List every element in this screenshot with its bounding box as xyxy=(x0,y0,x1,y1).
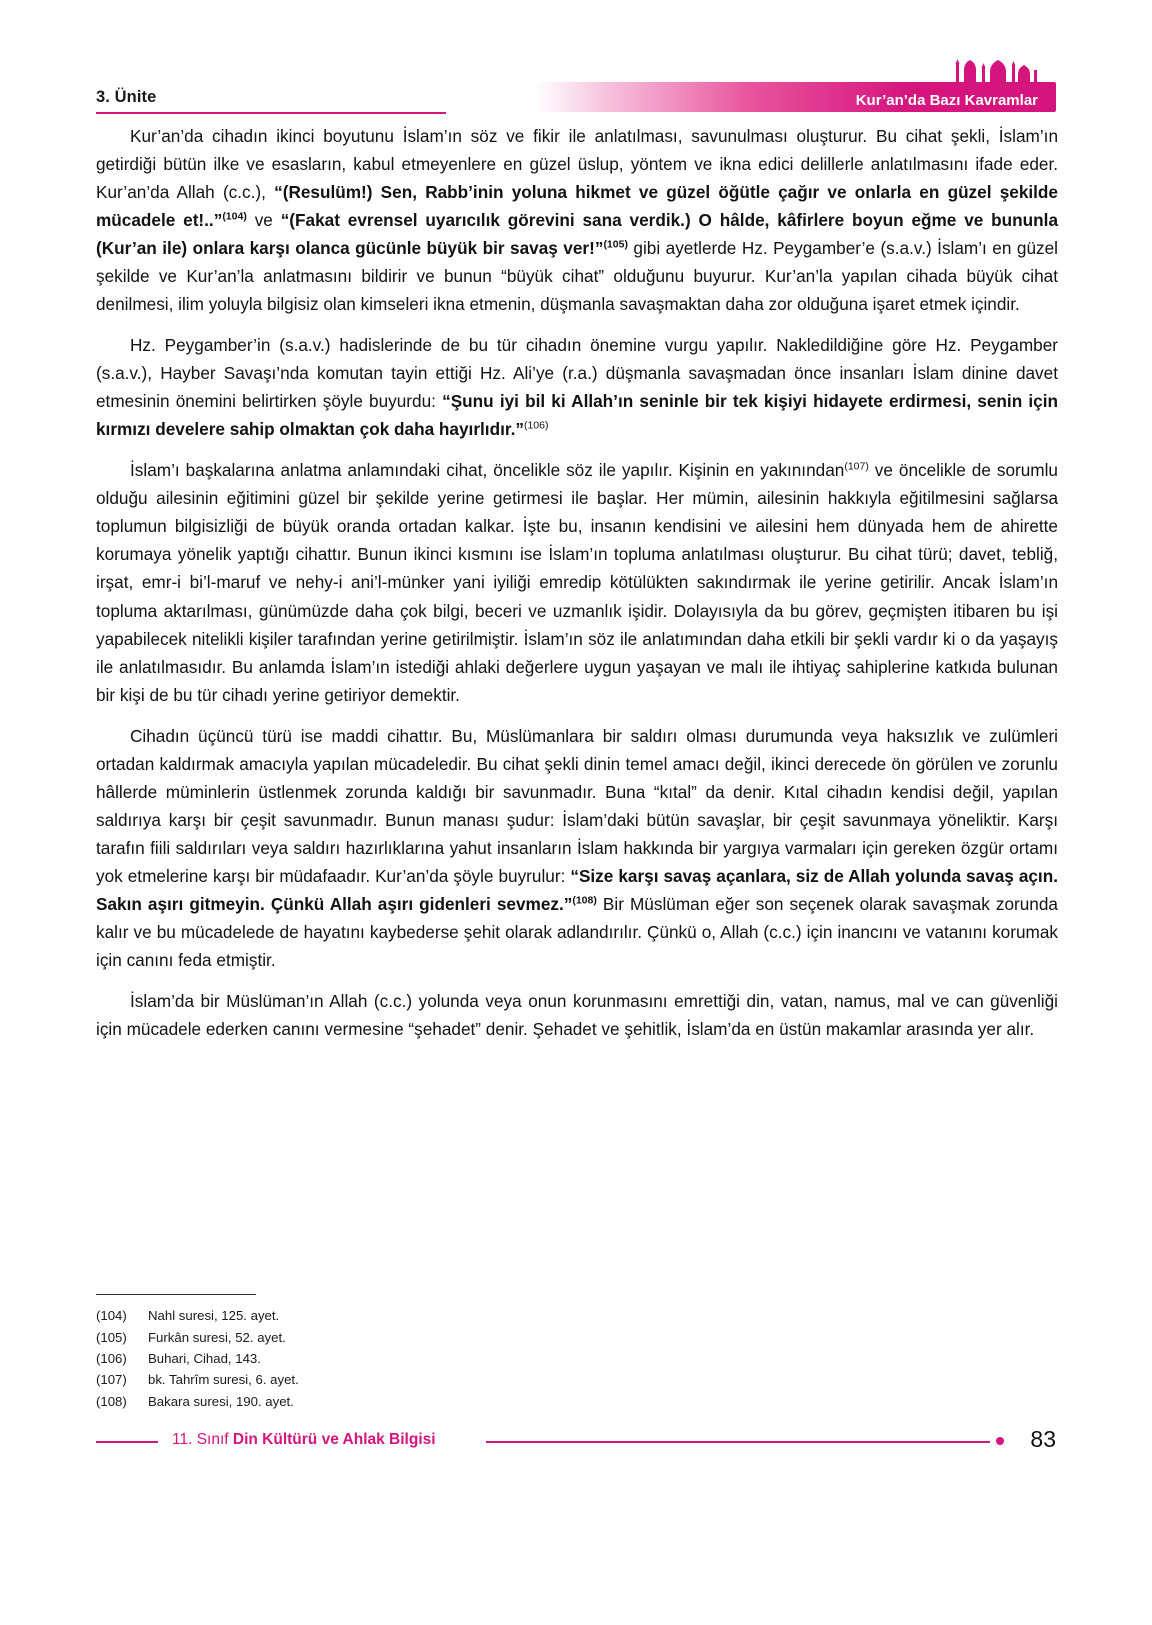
p2-text-1: Hz. Peygamber’in (s.a.v.) hadislerinde de bu tür cihadın önemine vurgu yapılır. Nakledildiğine göre Hz. Peygamber (s.a.v.), Hayber Savaşı’nda komutan tayin ettiği Hz. Ali’ye (r.a.) düşmanla savaşmadan önce insanları İslam dinine davet etmesinin önemini belirtirken şöyle buyurdu: xyxy=(96,335,1058,412)
footer-dot xyxy=(996,1437,1004,1445)
header-divider xyxy=(96,112,446,114)
chapter-banner xyxy=(536,82,1056,112)
footer-course-label xyxy=(172,1431,436,1449)
p4-text-2: Bir Müslüman eğer son seçenek olarak savaşmak zorunda kalır ve bu mücadelede de hayatını kaybederse şehit olarak adlandırılır. Çünkü o, Allah (c.c.) için inancını ve vatanını korumak için canını feda etmiştir. xyxy=(96,893,1058,970)
footnote-number: (107) xyxy=(96,1372,127,1388)
footer-grade: 11. Sınıf xyxy=(172,1431,233,1448)
footnote-text: Nahl suresi, 125. ayet. xyxy=(148,1308,280,1324)
footnote-text: Buhari, Cihad, 143. xyxy=(148,1351,261,1367)
paragraph-4 xyxy=(96,722,1058,974)
p4-text-1: Cihadın üçüncü türü ise maddi cihattır. Bu, Müslümanlara bir saldırı olması durumunda veya haksızlık ve zulümleri ortadan kaldırmak amacıyla yapılan mücadeledir. Bu cihat şekli dinin temel amacı değil, ikinci derecede ön görülen ve zorunlu hâllerde müminlerin üstlenmek zorunda kaldığı bir savunmadır. Buna “kıtal” da denir. Kıtal cihadın kendisi değil, yapılan saldırıya karşı bir çeşit savunmadır. Bunun manası şudur: İslam’daki bütün savaşlar, bir çeşit savunmaya yöneliktir. Karşı tarafın fiili saldırıları veya saldırı hazırlıklarına yahut insanların İslam hakkında bir yargıya varmaları için gereken özgür ortamı yok etmelerine karşı bir müdafaadır. Kur’an’da şöyle buyrulur: xyxy=(96,725,1058,886)
footer-rule-left xyxy=(96,1441,158,1443)
p1-quote-1: “(Resulüm!) Sen, Rabb’inin yoluna hikmet ve güzel öğütle çağır ve onlarla en güzel şekilde mücadele et!..” xyxy=(96,182,1058,231)
p1-text-3: gibi ayetlerde Hz. Peygamber’e (s.a.v.) İslam’ı en güzel şekilde ve Kur’an’la anlatmasını bildirir ve bunun “büyük cihat” olduğunu buyurur. Kur’an’la yapılan cihada büyük cihat denilmesi, ilim yoluyla bilgisiz olan kimseleri ikna etmenin, düşmanla savaşmaktan daha zor olduğuna işaret etmek içindir. xyxy=(96,238,1058,315)
page-content xyxy=(96,122,1058,1056)
footnote-item xyxy=(96,1369,716,1390)
p1-text-2: ve xyxy=(246,210,281,231)
p3-text-1: İslam’ı başkalarına anlatma anlamındaki cihat, öncelikle söz ile yapılır. Kişinin en yakınından xyxy=(130,460,845,481)
footnote-item xyxy=(96,1305,716,1326)
footnote-item xyxy=(96,1391,716,1412)
footer-course: Din Kültürü ve Ahlak Bilgisi xyxy=(232,1431,436,1448)
paragraph-2 xyxy=(96,331,1058,443)
p2-quote-1: “Şunu iyi bil ki Allah’ın seninle bir tek kişiyi hidayete erdirmesi, senin için kırmızı develere sahip olmaktan çok daha hayırlıdır.” xyxy=(96,391,1058,440)
p5-text-1: İslam’da bir Müslüman’ın Allah (c.c.) yolunda veya onun korunmasını emrettiği din, vatan, namus, mal ve can güvenliği için mücadele ederken canını vermesine “şehadet” denir. Şehadet ve şehitlik, İslam’da en üstün makamlar arasında yer alır. xyxy=(96,990,1058,1039)
page-number: 83 xyxy=(1030,1426,1056,1452)
paragraph-1 xyxy=(96,122,1058,318)
footnote-item xyxy=(96,1327,716,1348)
p4-footnote-ref-108: (108) xyxy=(572,894,597,907)
p2-footnote-ref-106: (106) xyxy=(523,419,549,432)
footnotes-section xyxy=(96,1294,716,1412)
footnote-divider xyxy=(96,1294,256,1295)
page-footer xyxy=(96,1428,1056,1458)
footnote-item xyxy=(96,1348,716,1369)
p1-quote-2: “(Fakat evrensel uyarıcılık görevini sana verdik.) O hâlde, kâfirlere boyun eğme ve bununla (Kur’an ile) onlara karşı olanca gücünle büyük bir savaş ver!” xyxy=(96,210,1059,259)
p1-footnote-ref-104: (104) xyxy=(222,210,247,223)
footnote-number: (106) xyxy=(96,1351,127,1367)
p3-footnote-ref-107: (107) xyxy=(844,460,869,473)
p4-quote-1: “Size karşı savaş açanlara, siz de Allah yolunda savaş açın. Sakın aşırı gitmeyin. Çünkü Allah aşırı gidenleri sevmez.” xyxy=(96,865,1058,914)
footnote-number: (108) xyxy=(96,1393,127,1409)
p3-text-2: ve öncelikle de sorumlu olduğu ailesinin eğitimini güzel bir şekilde yerine getirmesi ile başlar. Her mümin, ailesinin hakkıyla eğitilmesini sağlarsa toplumun bilgisizliği de büyük oranda ortadan kalkar. İşte bu, insanın kendisini ve ailesini hem dünyada hem de ahirette korumaya yönelik yaptığı cihattır. Bunun ikinci kısmını ise İslam’ın topluma anlatılması oluşturur. Bu cihat türü; davet, tebliğ, irşat, emr-i bi’l-maruf ve nehy-i ani’l-münker yani iyiliği emredip kötülükten sakındırmak ile yerine getirilir. Ancak İslam’ın topluma aktarılması, günümüzde daha çok bilgi, beceri ve uzmanlık işidir. Dolayısıyla da bu görev, geçmişten itibaren bu işi yapabilecek nitelikli kişiler tarafından yerine getirilmiştir. İslam’ın söz ile anlatımından daha etkili bir şekli vardır ki o da yaşayış ile anlatılmasıdır. Bu anlamda İslam’ın istediği ahlaki değerlere uygun yaşayan ve malı ile ihtiyaç sahiplerine katkıda bulunan bir kişi de bu tür cihadı yerine getiriyor demektir. xyxy=(96,460,1058,705)
unit-label: 3. Ünite xyxy=(96,88,157,106)
footnote-text: bk. Tahrîm suresi, 6. ayet. xyxy=(148,1372,299,1388)
paragraph-5 xyxy=(96,987,1058,1043)
mosque-icon xyxy=(954,54,1040,86)
page-header xyxy=(96,78,1056,120)
p1-footnote-ref-105: (105) xyxy=(603,238,628,251)
footnote-number: (104) xyxy=(96,1308,127,1324)
footnote-text: Furkân suresi, 52. ayet. xyxy=(148,1329,286,1345)
paragraph-3 xyxy=(96,456,1058,708)
footer-rule-right xyxy=(486,1441,990,1443)
footnote-text: Bakara suresi, 190. ayet. xyxy=(148,1393,294,1409)
p1-text-1: Kur’an’da cihadın ikinci boyutunu İslam’ın söz ve fikir ile anlatılması, savunulması oluşturur. Bu cihat şekli, İslam’ın getirdiği bütün ilke ve esasların, kabul etmeyenlere en güzel üslup, yöntem ve ikna edici delillerle anlatılmasını ifade eder. Kur’an’da Allah (c.c.), xyxy=(96,126,1058,203)
footnote-number: (105) xyxy=(96,1329,127,1345)
chapter-title: Kur’an’da Bazı Kavramlar xyxy=(855,92,1038,109)
